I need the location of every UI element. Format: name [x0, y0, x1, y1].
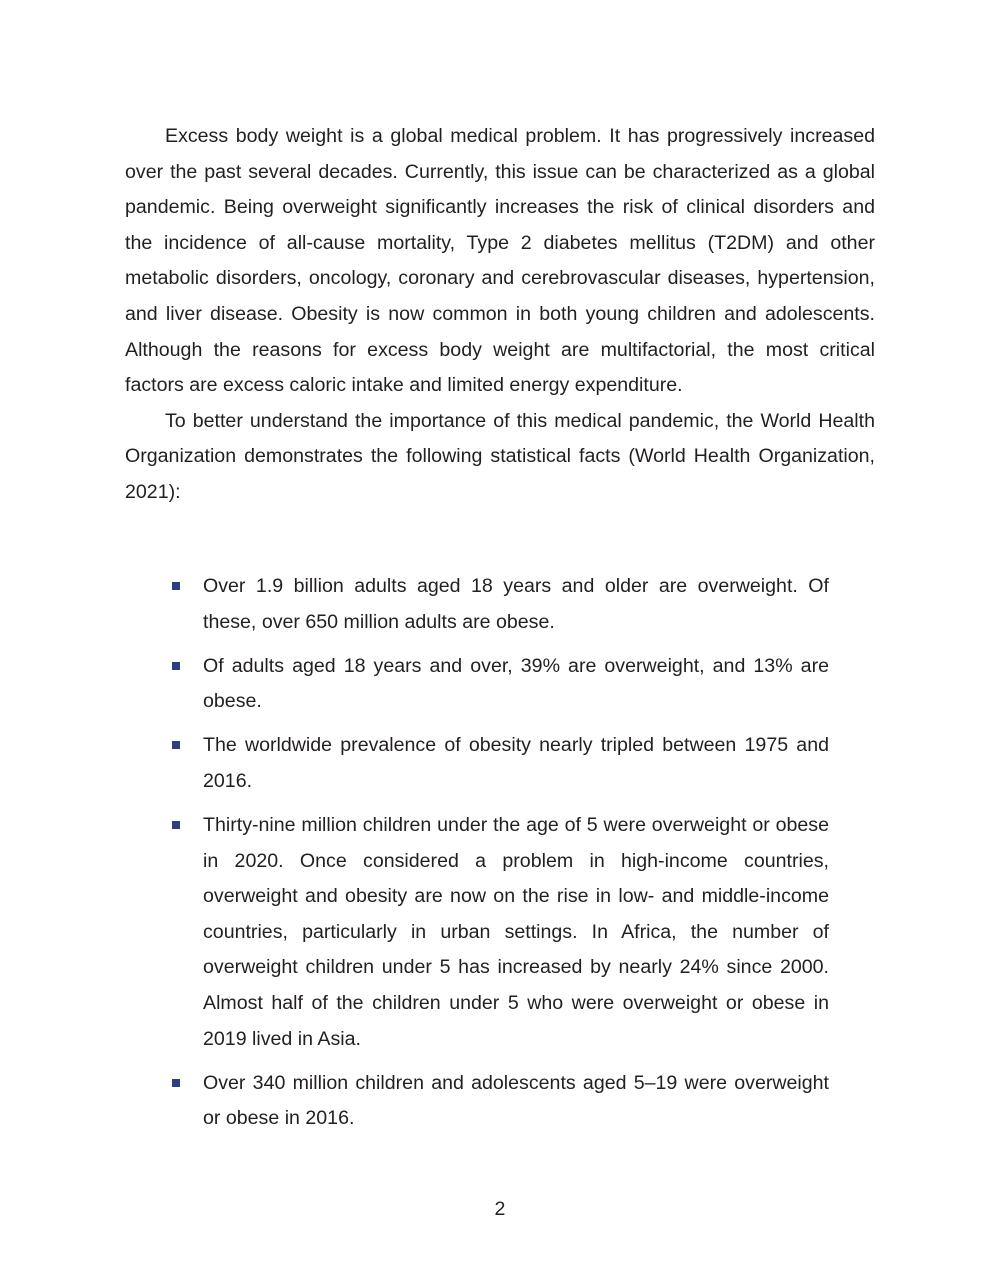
statistics-bullet-list: [125, 569, 829, 1145]
list-item-text: Over 340 million children and adolescents aged 5–19 were overweight or obese in 2016.: [203, 1071, 829, 1130]
list-item: [125, 649, 829, 720]
paragraph-who-facts: To better understand the importance of this medical pandemic, the World Health Organization demonstrates the following statistical facts (World Health Organization, 2021):: [125, 409, 875, 503]
list-item: [125, 808, 829, 1057]
body-text: [125, 119, 875, 511]
list-item-text: The worldwide prevalence of obesity nearly tripled between 1975 and 2016.: [203, 734, 829, 792]
square-bullet-icon: [172, 582, 180, 590]
square-bullet-icon: [172, 821, 180, 829]
list-item-text: Thirty-nine million children under the age of 5 were overweight or obese in 2020. Once considered a problem in high-income countries, overweight and obesity are now on the rise in low- and middle-income countries, particularly in urban settings. In Africa, the number of overweight children under 5 has increased by nearly 24% since 2000. Almost half of the children under 5 who were overweight or obese in 2019 lived in Asia.: [203, 814, 829, 1050]
page-number: 2: [494, 1198, 506, 1220]
list-item: [125, 728, 829, 799]
list-item-text: Over 1.9 billion adults aged 18 years and older are overweight. Of these, over 650 million adults are obese.: [203, 575, 829, 633]
list-item: [125, 569, 829, 640]
list-item-text: Of adults aged 18 years and over, 39% are overweight, and 13% are obese.: [203, 654, 829, 713]
list-item: [125, 1066, 829, 1137]
square-bullet-icon: [172, 1079, 180, 1087]
square-bullet-icon: [172, 662, 180, 670]
paragraph-intro: Excess body weight is a global medical problem. It has progressively increased over the past several decades. Currently, this issue can be characterized as a global pandemic. Being overweight significantly increases the risk of clinical disorders and the incidence of all-cause mortality, Type 2 diabetes mellitus (T2DM) and other metabolic disorders, oncology, coronary and cerebrovascular diseases, hypertension, and liver disease. Obesity is now common in both young children and adolescents. Although the reasons for excess body weight are multifactorial, the most critical factors are excess caloric intake and limited energy expenditure.: [125, 125, 875, 397]
square-bullet-icon: [172, 741, 180, 749]
